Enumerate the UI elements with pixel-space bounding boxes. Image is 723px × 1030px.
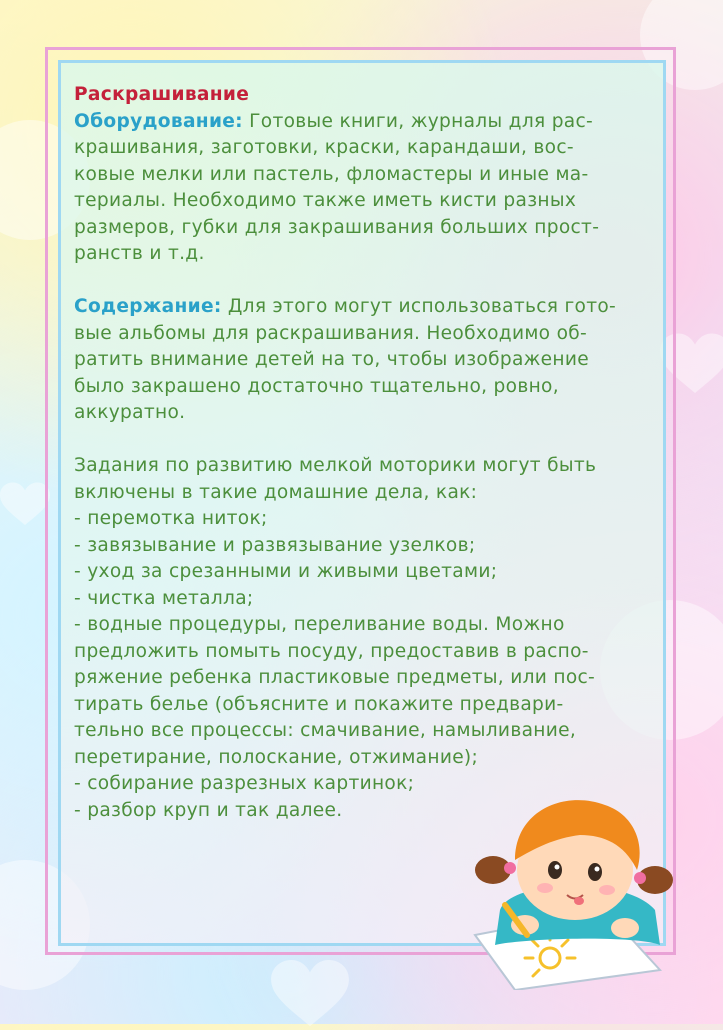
tasks-list-item: - разбор круп и так далее. xyxy=(74,799,343,821)
tasks-line: тельно все процессы: смачивание, намыливание, xyxy=(74,720,577,741)
tasks-list-item: - завязывание и развязывание узелков; xyxy=(74,534,476,556)
tasks-list-item: - уход за срезанными и живыми цветами; xyxy=(74,561,498,582)
girl-drawing-icon xyxy=(455,760,675,990)
tasks-list-item: - собирание разрезных картинок; xyxy=(74,773,415,794)
content-line: Содержание: Для этого могут использоваться гото- xyxy=(74,296,617,317)
equipment-line: териалы. Необходимо также иметь кисти разных xyxy=(74,190,577,211)
tasks-list-item: - водные процедуры, переливание воды. Можно xyxy=(74,614,565,635)
bg-heart-icon xyxy=(250,960,370,1030)
document-body xyxy=(74,82,654,824)
paragraph-gap xyxy=(74,427,654,454)
equipment-line: Оборудование: Готовые книги, журналы для рас- xyxy=(74,110,594,132)
content-line: ратить внимание детей на то, чтобы изображение xyxy=(74,349,590,370)
tasks-line: включены в такие домашние дела, как: xyxy=(74,481,478,503)
tasks-line: Задания по развитию мелкой моторики могут быть xyxy=(74,455,597,476)
tasks-line: ряжение ребенка пластиковые предметы, или пос- xyxy=(74,667,596,688)
equipment-line: крашивания, заготовки, краски, карандаши, вос- xyxy=(74,137,574,158)
equipment-line: ковые мелки или пастель, фломастеры и иные ма- xyxy=(74,163,589,185)
tasks-list-item: - чистка металла; xyxy=(74,587,254,609)
tasks-list-item: - перемотка ниток; xyxy=(74,508,268,529)
bg-heart-icon xyxy=(0,480,50,530)
tasks-line: перетирание, полоскание, отжимание); xyxy=(74,746,479,768)
tasks-line: тирать белье (объясните и покажите предвари- xyxy=(74,693,564,715)
content-label: Содержание: xyxy=(74,296,222,317)
content-line: аккуратно. xyxy=(74,402,186,423)
page-title: Раскрашивание xyxy=(74,84,250,105)
content-line: вые альбомы для раскрашивания. Необходимо об- xyxy=(74,322,588,344)
content-line: было закрашено достаточно тщательно, ровно, xyxy=(74,375,559,397)
equipment-line: ранств и т.д. xyxy=(74,243,205,264)
equipment-label: Оборудование: xyxy=(74,110,243,132)
equipment-line: размеров, губки для закрашивания больших прост- xyxy=(74,216,600,238)
paragraph-gap xyxy=(74,268,654,295)
tasks-line: предложить помыть посуду, предоставив в распо- xyxy=(74,640,589,662)
